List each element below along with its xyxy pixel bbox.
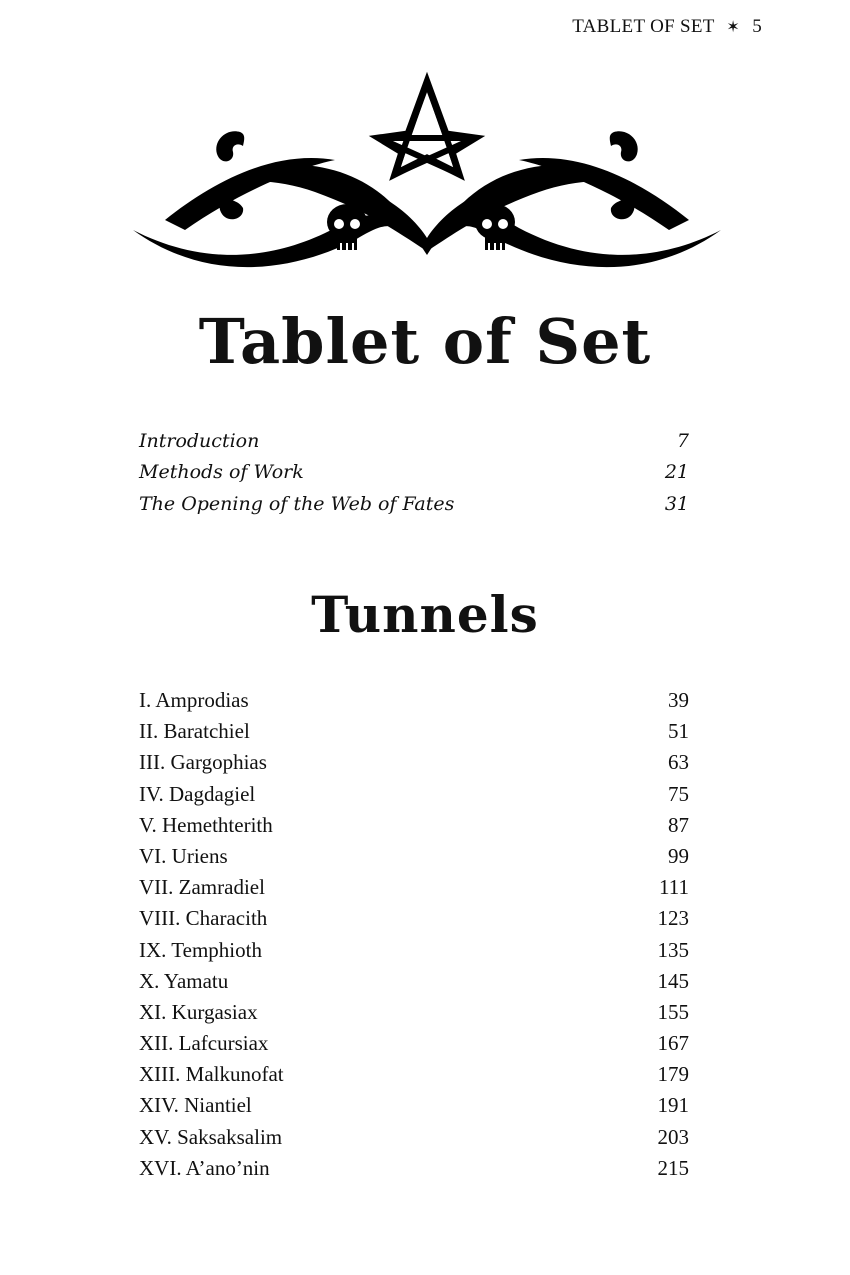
toc-entry[interactable] bbox=[139, 493, 689, 524]
page-number: 5 bbox=[752, 16, 762, 37]
toc-entry-title: IX. Temphioth bbox=[139, 937, 262, 962]
toc-entry-title: II. Baratchiel bbox=[139, 719, 250, 744]
toc-entry[interactable] bbox=[139, 813, 689, 844]
toc-entry[interactable] bbox=[139, 1000, 689, 1031]
toc-entry[interactable] bbox=[139, 1062, 689, 1093]
toc-entry-title: XV. Saksaksalim bbox=[139, 1124, 283, 1149]
toc-entry-page: 179 bbox=[657, 1062, 689, 1087]
running-head-title: TABLET OF SET bbox=[572, 16, 715, 37]
toc-entry-title: VII. Zamradiel bbox=[139, 875, 265, 900]
toc-entry-page: 99 bbox=[668, 843, 689, 868]
toc-entry-page: 167 bbox=[657, 1031, 689, 1056]
toc-entry-page: 63 bbox=[668, 750, 689, 775]
toc-entry[interactable] bbox=[139, 1093, 689, 1124]
toc-entry-title: Methods of Work bbox=[139, 461, 304, 484]
section-title: Tunnels bbox=[311, 585, 539, 644]
toc-entry[interactable] bbox=[139, 1031, 689, 1062]
toc-entry[interactable] bbox=[139, 461, 689, 492]
toc-entry-title: X. Yamatu bbox=[139, 968, 229, 993]
toc-entry-title: XIII. Malkunofat bbox=[139, 1062, 284, 1087]
toc-entry-title: The Opening of the Web of Fates bbox=[139, 492, 455, 515]
tunnels-contents bbox=[139, 688, 689, 1187]
toc-entry-title: VI. Uriens bbox=[139, 843, 228, 868]
toc-entry[interactable] bbox=[139, 969, 689, 1000]
toc-entry-title: XIV. Niantiel bbox=[139, 1093, 252, 1118]
toc-entry-title: Introduction bbox=[139, 430, 260, 452]
pentagram-ornament-icon bbox=[125, 70, 725, 295]
toc-entry-title: I. Amprodias bbox=[139, 688, 249, 712]
toc-entry[interactable] bbox=[139, 782, 689, 813]
toc-entry-page: 51 bbox=[668, 719, 689, 744]
running-head bbox=[572, 16, 762, 38]
toc-entry-page: 75 bbox=[668, 781, 689, 806]
toc-entry-page: 39 bbox=[668, 688, 689, 712]
toc-entry-title: III. Gargophias bbox=[139, 750, 267, 775]
toc-entry-title: XVI. A’ano’nin bbox=[139, 1155, 270, 1180]
toc-entry-title: V. Hemethterith bbox=[139, 812, 273, 837]
toc-entry[interactable] bbox=[139, 750, 689, 781]
toc-entry[interactable] bbox=[139, 1125, 689, 1156]
toc-entry-title: XI. Kurgasiax bbox=[139, 999, 258, 1024]
intro-contents bbox=[139, 430, 689, 524]
toc-entry-page: 135 bbox=[657, 937, 689, 962]
toc-entry-title: VIII. Characith bbox=[139, 906, 268, 931]
toc-entry-title: XII. Lafcursiax bbox=[139, 1031, 269, 1056]
toc-entry-page: 155 bbox=[657, 999, 689, 1024]
toc-entry[interactable] bbox=[139, 906, 689, 937]
toc-entry[interactable] bbox=[139, 844, 689, 875]
toc-entry-page: 87 bbox=[668, 812, 689, 837]
toc-entry-title: IV. Dagdagiel bbox=[139, 781, 256, 806]
toc-entry-page: 7 bbox=[676, 430, 689, 452]
star-separator-icon: ✶ bbox=[726, 19, 741, 36]
toc-entry[interactable] bbox=[139, 719, 689, 750]
toc-entry[interactable] bbox=[139, 875, 689, 906]
toc-entry[interactable] bbox=[139, 1156, 689, 1187]
toc-entry[interactable] bbox=[139, 938, 689, 969]
toc-entry-page: 123 bbox=[657, 906, 689, 931]
toc-entry-page: 145 bbox=[657, 968, 689, 993]
toc-entry[interactable] bbox=[139, 430, 689, 461]
toc-entry-page: 203 bbox=[657, 1124, 689, 1149]
toc-entry-page: 215 bbox=[657, 1155, 689, 1180]
toc-entry-page: 111 bbox=[659, 875, 689, 900]
toc-entry[interactable] bbox=[139, 688, 689, 719]
toc-entry-page: 21 bbox=[664, 461, 689, 484]
page-title: Tablet of Set bbox=[198, 305, 652, 378]
toc-entry-page: 191 bbox=[657, 1093, 689, 1118]
toc-entry-page: 31 bbox=[664, 492, 689, 515]
